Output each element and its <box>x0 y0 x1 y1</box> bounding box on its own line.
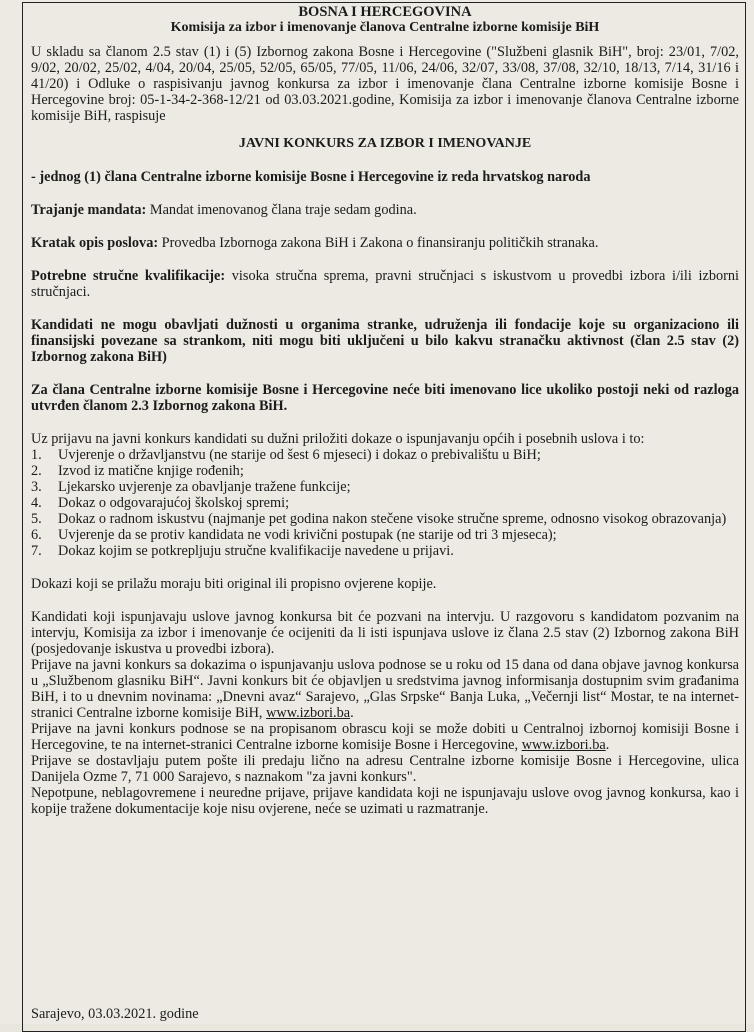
qualifications-text: visoka stručna sprema, pravni stručnjaci s iskustvom u provedbi izbora i/ili izborni stručnjaci. <box>31 268 740 300</box>
mandate-label: Trajanje mandata: <box>31 202 147 218</box>
header-country: BOSNA I HERCEGOVINA <box>298 4 472 20</box>
qualifications-paragraph <box>31 268 739 300</box>
list-item: 2. Izvod iz matične knjige rođenih; <box>31 463 244 479</box>
incomplete-paragraph: Nepotpune, neblagovremene i neuredne prijave, prijave kandidata koji ne ispunjavaju uslove ovog javnog konkursa, kao i kopije tražene dokumentacije koje nisu ovjerene, neće se uzimati u razmatranje. <box>31 785 739 817</box>
duties-text: Provedba Izbornoga zakona BiH i Zakona o finansiranju političkih stranaka. <box>158 235 599 251</box>
required-documents-list <box>31 447 739 559</box>
list-item: 1. Uvjerenje o državljanstvu (ne starije od šest 6 mjeseci) i dokaz o prebivalištu u BiH; <box>31 447 541 463</box>
exclusion-paragraph: Za člana Centralne izborne komisije Bosne i Hercegovine neće biti imenovano lice ukoliko postoji neki od razloga utvrđen članom 2.3 Izbornog zakona BiH. <box>31 382 739 414</box>
notice-title: JAVNI KONKURS ZA IZBOR I IMENOVANJE <box>238 136 532 151</box>
restriction-paragraph: Kandidati ne mogu obavljati dužnosti u organima stranke, udruženja ili fondacije koje su organizaciono ili finansijski povezane sa strankom, niti mogu biti uključeni u bilo kakvu stranačku aktivnost (član 2.5 stav (2) Izbornog zakona BiH) <box>31 317 739 365</box>
originals-note: Dokazi koji se prilažu moraju biti original ili propisno ovjerene kopije. <box>31 576 437 592</box>
delivery-paragraph: Prijave se dostavljaju putem pošte ili predaju lično na adresu Centralne izborne komisije Bosne i Hercegovine, ulica Danijela Ozme 7, 71 000 Sarajevo, s naznakom "za javni konkurs". <box>31 753 739 785</box>
duties-label: Kratak opis poslova: <box>31 235 159 251</box>
deadline-paragraph: Prijave na javni konkurs sa dokazima o ispunjavanju uslova podnose se u roku od 15 dana od dana objave javnog konkursa u „Službenom glasniku BiH“. Javni konkurs bit će objavljen u sredstvima javnog informisanja dostupnim svim građanima BiH, i to u dnevnim novinama: „Dnevni avaz“ Sarajevo, „Glas Srpske“ Banja Luka, „Večernji list“ Mostar, te na internet-stranici Centralne izborne komisije BiH, www.izbori.ba. <box>31 657 739 721</box>
signoff-date: Sarajevo, 03.03.2021. godine <box>31 1006 199 1022</box>
mandate-paragraph <box>31 202 739 218</box>
duties-paragraph <box>31 235 739 251</box>
form-paragraph: Prijave na javni konkurs podnose se na propisanom obrascu koji se može dobiti u Centralnoj izbornoj komisiji Bosne i Hercegovine, te na internet-stranici Centralne izborne komisije Bosne i Hercegovine, www.izbori.ba. <box>31 721 739 753</box>
list-item: 6. Uvjerenje da se protiv kandidata ne vodi krivični postupak (ne starije od tri 3 mjeseca); <box>31 527 557 543</box>
list-item: 3. Ljekarsko uvjerenje za obavljanje tražene funkcije; <box>31 479 351 495</box>
list-item: 5. Dokaz o radnom iskustvu (najmanje pet godina nakon stečene visoke stručne spreme, odnosno visokog obrazovanja) <box>31 511 727 527</box>
intro-paragraph: U skladu sa članom 2.5 stav (1) i (5) Izbornog zakona Bosne i Hercegovine ("Službeni glasnik BiH", broj: 23/01, 7/02, 9/02, 20/02, 25/02, 4/04, 20/04, 25/05, 52/05, 65/05, 77/05, 11/06, 24/06, 32/07, 33/08, 37/08, 32/10, 18/13, 7/14, 31/16 i 41/20) i Odluke o raspisivanju javnog konkursa za izbor i imenovanje člana Centralne izborne komisije Bosne i Hercegovine broj: 05-1-34-2-368-12/21 od 03.03.2021.godine, Komisija za izbor i imenovanje članova Centralne izborne komisije BiH, raspisuje <box>31 44 739 124</box>
notice-content <box>31 4 739 817</box>
website-link[interactable]: www.izbori.ba <box>266 705 351 721</box>
list-item: 7. Dokaz kojim se potkrepljuju stručne kvalifikacije navedene u prijavi. <box>31 543 454 559</box>
docs-intro: Uz prijavu na javni konkurs kandidati su dužni priložiti dokaze o ispunjavanju općih i posebnih uslova i to: <box>31 431 645 447</box>
qualifications-label: Potrebne stručne kvalifikacije: <box>31 268 226 284</box>
position-subtitle: - jednog (1) člana Centralne izborne komisije Bosne i Hercegovine iz reda hrvatskog naroda <box>31 169 591 185</box>
mandate-text: Mandat imenovanog člana traje sedam godina. <box>146 202 417 218</box>
interview-paragraph: Kandidati koji ispunjavaju uslove javnog konkursa bit će pozvani na intervju. U razgovoru s kandidatom pozvanim na intervju, Komisija za izbor i imenovanje će ocijeniti da li isti ispunjava uslove iz člana 2.5 stav (2) Izbornog zakona BiH (posjedovanje iskustva u provedbi izbora). <box>31 609 739 657</box>
header-commission: Komisija za izbor i imenovanje članova Centralne izborne komisije BiH <box>170 20 600 35</box>
website-link[interactable]: www.izbori.ba <box>521 737 606 753</box>
list-item: 4. Dokaz o odgovarajućoj školskoj spremi; <box>31 495 290 511</box>
